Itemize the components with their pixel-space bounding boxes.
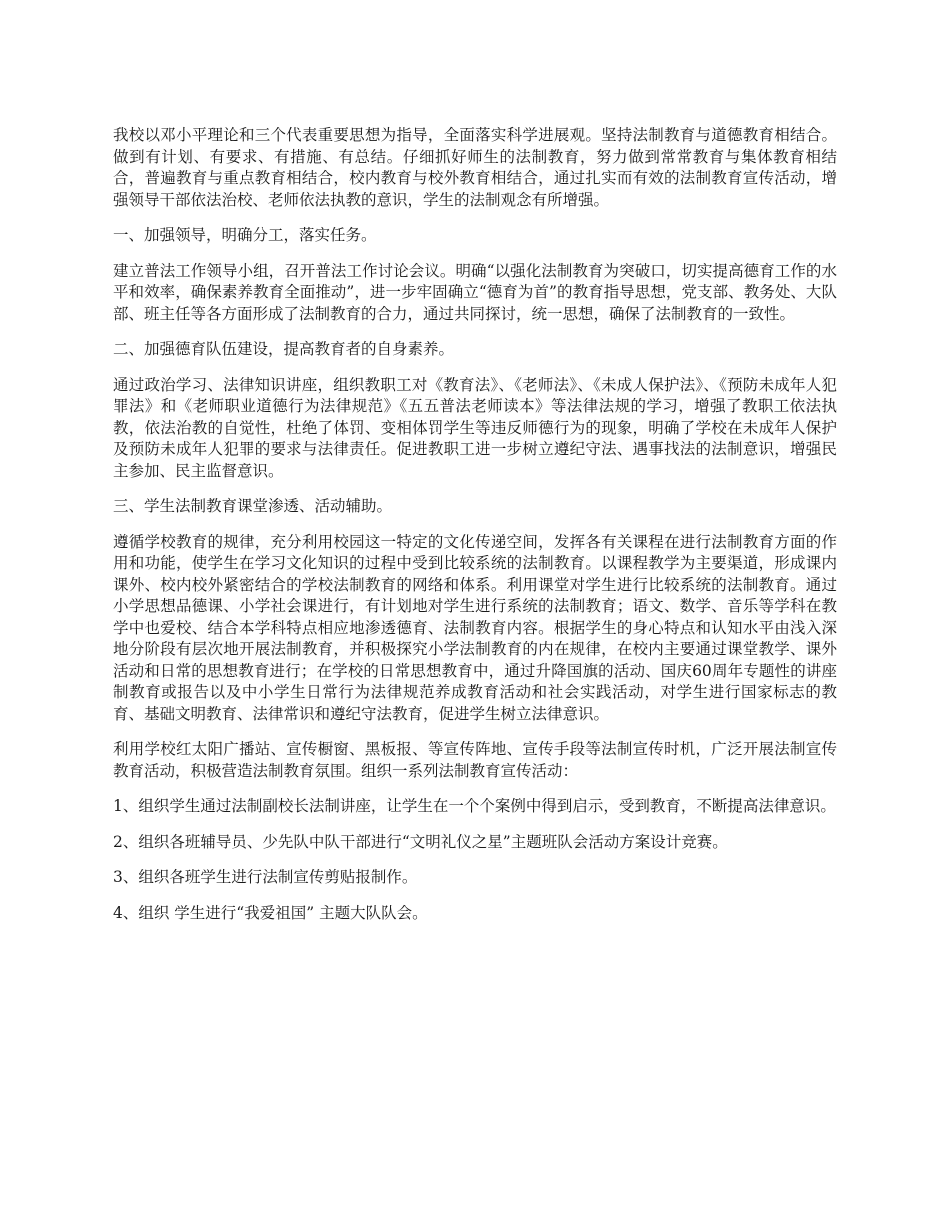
- section-heading-2: 二、加强德育队伍建设，提高教育者的自身素养。: [113, 340, 455, 358]
- list-item-3: 3、组织各班学生进行法制宣传剪贴报制作。: [113, 868, 418, 886]
- section-2-paragraph: 通过政治学习、法律知识讲座，组织教职工对《教育法》、《老师法》、《未成人保护法》、《预防未成年人犯罪法》和《老师职业道德行为法律规范》《五五普法老师读本》等法律法规的学习，增强了教职工依法执教，依法治教的自觉性，杜绝了体罚、变相体罚学生等违反师德行为的现象，明确了学校在未成年人保护及预防未成年人犯罪的要求与法律责任。促进教职工进一步树立遵纪守法、遇事找法的法制意识，增强民主参加、民主监督意识。: [113, 375, 837, 480]
- section-heading-3: 三、学生法制教育课堂渗透、活动辅助。: [113, 497, 393, 515]
- section-heading-1: 一、加强领导，明确分工，落实任务。: [113, 226, 377, 244]
- document-body: [113, 125, 837, 938]
- section-3-paragraph: 遵循学校教育的规律，充分利用校园这一特定的文化传递空间，发挥各有关课程在进行法制教育方面的作用和功能，使学生在学习文化知识的过程中受到比较系统的法制教育。以课程教学为主要渠道，形成课内课外、校内校外紧密结合的学校法制教育的网络和体系。利用课堂对学生进行比较系统的法制教育。通过小学思想品德课、小学社会课进行，有计划地对学生进行系统的法制教育；语文、数学、音乐等学科在教学中也爱校、结合本学科特点相应地渗透德育、法制教育内容。根据学生的身心特点和认知水平由浅入深地分阶段有层次地开展法制教育，并积极探究小学法制教育的内在规律，在校内主要通过课堂教学、课外活动和日常的思想教育进行；在学校的日常思想教育中，通过升降国旗的活动、国庆60周年专题性的讲座制教育或报告以及中小学生日常行为法律规范养成教育活动和社会实践活动，对学生进行国家标志的教育、基础文明教育、法律常识和遵纪守法教育，促进学生树立法律意识。: [113, 532, 837, 723]
- list-item-1: 1、组织学生通过法制副校长法制讲座，让学生在一个个案例中得到启示，受到教育，不断提高法律意识。: [113, 797, 836, 815]
- section-1-paragraph: 建立普法工作领导小组，召开普法工作讨论会议。明确“以强化法制教育为突破口，切实提高德育工作的水平和效率，确保素养教育全面推动”，进一步牢固确立“德育为首”的教育指导思想，党支部、教务处、大队部、班主任等各方面形成了法制教育的合力，通过共同探讨，统一思想，确保了法制教育的一致性。: [113, 261, 837, 323]
- intro-paragraph: 我校以邓小平理论和三个代表重要思想为指导，全面落实科学进展观。坚持法制教育与道德教育相结合。做到有计划、有要求、有措施、有总结。仔细抓好师生的法制教育，努力做到常常教育与集体教育相结合，普遍教育与重点教育相结合，校内教育与校外教育相结合，通过扎实而有效的法制教育宣传活动，增强领导干部依法治校、老师依法执教的意识，学生的法制观念有所增强。: [113, 126, 837, 209]
- list-item-4: 4、组织 学生进行“我爱祖国” 主题大队队会。: [113, 903, 428, 922]
- promotion-paragraph: 利用学校红太阳广播站、宣传橱窗、黑板报、等宣传阵地、宣传手段等法制宣传时机，广泛开展法制宣传教育活动，积极营造法制教育氛围。组织一系列法制教育宣传活动：: [113, 740, 837, 780]
- list-item-2: 2、组织各班辅导员、少先队中队干部进行“文明礼仪之星”主题班队会活动方案设计竞赛。: [113, 832, 728, 851]
